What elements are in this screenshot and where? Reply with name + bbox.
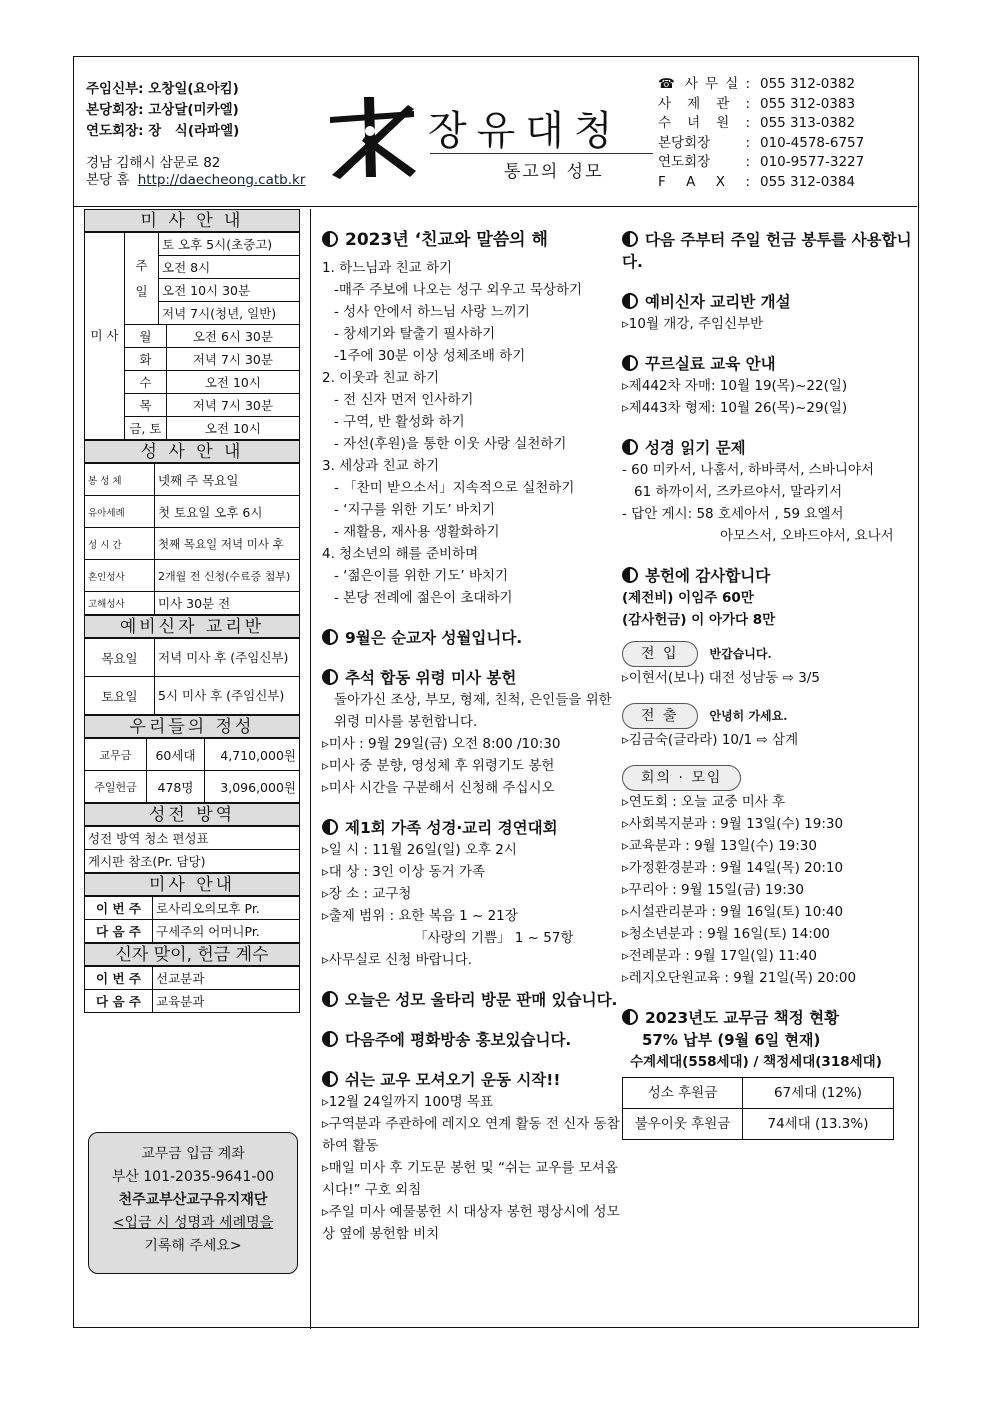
mass-side-label: 미 사 (85, 233, 125, 440)
half-circle-icon (322, 991, 338, 1007)
cross-logo-icon (326, 97, 418, 179)
contact-value: 055 312-0383 (760, 95, 856, 112)
parish-president-line: 본당회장: 고상달(미카엘) (86, 102, 239, 118)
table-cell: 저녁 7시(청년, 일반) (159, 302, 300, 325)
header (74, 57, 917, 207)
list-item: 61 하까이서, 즈카르야서, 말라키서 (634, 484, 843, 500)
list-item: ▹주일 미사 예물봉헌 시 대상자 봉헌 평상시에 성모상 옆에 봉헌함 비치 (322, 1204, 620, 1242)
table-cell: 오전 10시 (166, 417, 299, 440)
left-column (84, 209, 300, 1013)
table-cell: 목 (125, 394, 167, 417)
list-item: -1주에 30분 이상 성체조배 하기 (334, 348, 526, 364)
table-cell: 미사 30분 전 (155, 592, 300, 615)
section-title: 2023년도 교무금 책정 현황 (645, 1009, 840, 1027)
home-label: 본당 홈 (86, 172, 130, 188)
contact-value: 055 312-0382 (760, 76, 856, 92)
sacrament-table (84, 463, 300, 615)
mass-duty-table (84, 896, 300, 943)
account-owner: 천주교부산교구유지재단 (118, 1192, 268, 1208)
table-cell: 넷째 주 목요일 (155, 464, 300, 496)
half-circle-icon (322, 231, 338, 247)
contact-label: 사 제 관 : (658, 95, 750, 112)
section-title: 다음 주부터 주일 헌금 봉투를 사용합니다. (622, 231, 912, 271)
half-circle-icon (322, 1031, 338, 1047)
contact-label: F A X : (658, 173, 750, 190)
account-note: 기록해 주세요> (144, 1238, 242, 1254)
mass-schedule-table (84, 232, 300, 440)
list-item: ▹미사 시간을 구분해서 신청해 주십시오 (322, 780, 555, 796)
table-cell: 혼인성사 (85, 560, 155, 592)
table-cell: 선교분과 (153, 967, 300, 990)
section-title: 다음주에 평화방송 홍보있습니다. (345, 1031, 572, 1049)
table-cell: 불우이웃 후원금 (623, 1109, 743, 1140)
list-item: 4. 청소년의 해를 준비하며 (322, 546, 479, 562)
section-title: 제1회 가족 성경·교리 경연대회 (345, 819, 558, 837)
bulletin-title: 장유대청 (428, 108, 623, 154)
support-table (622, 1077, 894, 1140)
list-item: ▹출제 범위 : 요한 복음 1 ~ 21장 (322, 908, 518, 924)
list-item: - 성사 안에서 하느님 사랑 느끼기 (334, 304, 530, 320)
table-cell: 3,096,000원 (205, 771, 300, 803)
right-column (622, 223, 912, 1140)
list-item: - ‘젊은이를 위한 기도’ 바치기 (334, 568, 509, 584)
contact-value: 010-4578-6757 (760, 134, 865, 151)
list-item: (감사헌금) 이 아가다 8만 (622, 612, 776, 628)
account-box (88, 1132, 298, 1274)
payment-rate: 57% 납부 (9월 6일 현재) (642, 1031, 821, 1049)
table-cell: 교육분과 (153, 990, 300, 1013)
half-circle-icon (622, 567, 638, 583)
half-circle-icon (622, 1009, 638, 1025)
list-item: ▹사회복지분과 : 9월 13일(수) 19:30 (622, 816, 844, 832)
half-circle-icon (322, 669, 338, 685)
table-cell: 4,710,000원 (205, 739, 300, 771)
list-item: ▹일 시 : 11월 26일(일) 오후 2시 (322, 842, 517, 858)
table-cell: 수 (125, 371, 167, 394)
list-item: ▹꾸리아 : 9월 15일(금) 19:30 (622, 882, 804, 898)
section-heading: 성전 방역 (84, 803, 300, 826)
welcome-text: 반갑습니다. (709, 647, 772, 661)
table-cell: 2개월 전 신청(수료증 첨부) (155, 560, 300, 592)
section-heading: 신자 맞이, 헌금 계수 (84, 943, 300, 966)
list-item: (제전비) 이임주 60만 (622, 590, 754, 606)
section-heading: 성 사 안 내 (84, 440, 300, 463)
half-circle-icon (622, 293, 638, 309)
table-cell: 구세주의 어머니Pr. (153, 920, 300, 943)
list-item: 「사랑의 기쁨」 1 ~ 57항 (414, 930, 574, 946)
bulletin-frame (73, 56, 919, 1328)
list-item: - 전 신자 먼저 인사하기 (334, 392, 474, 408)
section-heading: 우리들의 정성 (84, 715, 300, 738)
list-item: ▹12월 24일까지 100명 목표 (322, 1094, 494, 1110)
list-item: ▹교육분과 : 9월 13일(수) 19:30 (622, 838, 817, 854)
contact-list (658, 75, 864, 192)
contact-label: 연도회장 : (658, 154, 750, 170)
list-item: - 60 미카서, 나훔서, 하바쿡서, 스바니야서 (622, 462, 874, 478)
contact-label: 본당회장 : (658, 134, 750, 151)
table-cell: 478명 (147, 771, 205, 803)
list-item: ▹전례분과 : 9월 17일(일) 11:40 (622, 948, 817, 964)
table-cell: 다 음 주 (85, 920, 153, 943)
bulletin-subtitle: 통고의 성모 (504, 162, 604, 182)
table-cell: 토요일 (85, 677, 155, 715)
clean-table (84, 826, 300, 873)
table-cell: 로사리오의모후 Pr. (153, 897, 300, 920)
table-cell: 화 (125, 348, 167, 371)
list-item: ▹이현서(보나) 대전 성남동 ⇨ 3/5 (622, 670, 820, 686)
move-out-label: 전 출 (622, 703, 698, 729)
offering-table (84, 738, 300, 803)
contact-label: 수 녀 원 : (658, 115, 750, 131)
table-cell: 오전 8시 (159, 256, 300, 279)
paragraph: 돌아가신 조상, 부모, 형제, 친척, 은인들을 위한 위령 미사를 봉헌합니다. (334, 692, 612, 730)
list-item: ▹장 소 : 교구청 (322, 886, 412, 902)
household-note: 수계세대(558세대) / 책정세대(318세대) (630, 1054, 882, 1070)
section-title: 봉헌에 감사합니다 (645, 567, 771, 585)
half-circle-icon (322, 819, 338, 835)
contact-value: 055 313-0382 (760, 115, 856, 131)
half-circle-icon (622, 439, 638, 455)
list-item: ▹사무실로 신청 바랍니다. (322, 952, 473, 968)
list-item: ▹미사 중 분향, 영성체 후 위령기도 봉헌 (322, 758, 555, 774)
account-note: <입금 시 성명과 세례명을 (112, 1215, 274, 1231)
half-circle-icon (322, 629, 338, 645)
list-item: - 답안 게시: 58 호세아서 , 59 요엘서 (622, 506, 844, 522)
table-cell: 60세대 (147, 739, 205, 771)
prayer-president-line: 연도회장: 장 식(라파엘) (86, 123, 240, 139)
list-item: -매주 주보에 나오는 성구 외우고 묵상하기 (334, 282, 583, 298)
list-item: - 재활용, 재사용 생활화하기 (334, 524, 500, 540)
list-item: - 본당 전례에 젊은이 초대하기 (334, 590, 513, 606)
section-title: 예비신자 교리반 개설 (645, 293, 791, 311)
section-title: 성경 읽기 문제 (645, 439, 746, 457)
list-item: - 구역, 반 활성화 하기 (334, 414, 465, 430)
table-cell: 저녁 미사 후 (주임신부) (155, 639, 300, 677)
table-cell: 유아세례 (85, 496, 155, 528)
table-cell: 교무금 (85, 739, 147, 771)
table-cell: 첫 토요일 오후 6시 (155, 496, 300, 528)
table-cell: 고해성사 (85, 592, 155, 615)
list-item: ▹김금숙(글라라) 10/1 ⇨ 삼계 (622, 732, 799, 748)
table-cell: 월 (125, 325, 167, 348)
list-item: ▹미사 : 9월 29일(금) 오전 8:00 /10:30 (322, 736, 561, 752)
table-cell: 주일헌금 (85, 771, 147, 803)
table-cell: 오전 6시 30분 (166, 325, 299, 348)
table-cell: 성소 후원금 (623, 1078, 743, 1109)
list-item: ▹10월 개강, 주임신부반 (622, 316, 764, 332)
account-number: 부산 101-2035-9641-00 (111, 1169, 275, 1185)
table-cell: 봉 성 체 (85, 464, 155, 496)
section-heading: 미 사 안 내 (84, 209, 300, 232)
welcome-table (84, 966, 300, 1013)
table-cell: 저녁 7시 30분 (166, 348, 299, 371)
half-circle-icon (322, 1071, 338, 1087)
address: 경남 김해시 삼문로 82 (86, 155, 221, 171)
section-heading: 미사 안내 (84, 873, 300, 896)
farewell-text: 안녕히 가세요. (709, 709, 788, 723)
section-title: 추석 합동 위령 미사 봉헌 (345, 669, 517, 687)
table-cell: 성 시 간 (85, 528, 155, 560)
section-title: 꾸르실료 교육 안내 (645, 355, 776, 373)
table-cell: 다 음 주 (85, 990, 153, 1013)
middle-column (322, 223, 622, 1245)
list-item: ▹제443차 형제: 10월 26(목)~29(일) (622, 400, 848, 416)
contact-value: 055 312-0384 (760, 173, 856, 190)
list-item: ▹제442차 자매: 10월 19(목)~22(일) (622, 378, 848, 394)
table-cell: 오전 10시 30분 (159, 279, 300, 302)
table-cell: 이 번 주 (85, 897, 153, 920)
table-cell: 저녁 7시 30분 (166, 394, 299, 417)
list-item: ▹청소년분과 : 9월 16일(토) 14:00 (622, 926, 831, 942)
section-title: 9월은 순교자 성월입니다. (345, 629, 523, 647)
table-cell: 금, 토 (125, 417, 167, 440)
list-item: ▹연도회 : 오늘 교중 미사 후 (622, 794, 786, 810)
list-item: 3. 세상과 친교 하기 (322, 458, 440, 474)
table-cell: 오전 10시 (166, 371, 299, 394)
list-item: 2. 이웃과 친교 하기 (322, 370, 440, 386)
table-cell: 성전 방역 청소 편성표 (85, 827, 300, 850)
list-item: - 자선(후원)을 통한 이웃 사랑 실천하기 (334, 436, 567, 452)
list-item: - ‘지구를 위한 기도’ 바치기 (334, 502, 496, 518)
meeting-label: 회의 · 모임 (622, 765, 741, 791)
section-heading: 예비신자 교리반 (84, 615, 300, 638)
list-item: ▹시설관리분과 : 9월 16일(토) 10:40 (622, 904, 844, 920)
list-item: 아모스서, 오바드야서, 요나서 (720, 528, 894, 544)
move-in-label: 전 입 (622, 641, 698, 667)
section-title: 오늘은 성모 울타리 방문 판매 있습니다. (345, 991, 618, 1009)
list-item: ▹매일 미사 후 기도문 봉헌 및 “쉬는 교우를 모셔옵시다!” 구호 외침 (322, 1160, 618, 1198)
table-cell: 게시판 참조(Pr. 담당) (85, 850, 300, 873)
contact-label: ☎ 사 무 실 : (658, 76, 750, 92)
table-cell: 5시 미사 후 (주임신부) (155, 677, 300, 715)
list-item: - 창세기와 탈출기 필사하기 (334, 326, 496, 342)
sunday-label: 주 일 (125, 233, 159, 325)
list-item: ▹대 상 : 3인 이상 동거 가족 (322, 864, 486, 880)
section-title: 2023년 ‘친교와 말씀의 해 (345, 230, 548, 250)
pastor-line: 주임신부: 오창일(요아킴) (86, 81, 239, 97)
half-circle-icon (622, 231, 638, 247)
list-item: - 「찬미 받으소서」지속적으로 실천하기 (334, 480, 575, 496)
table-cell: 74세대 (13.3%) (743, 1109, 894, 1140)
half-circle-icon (622, 355, 638, 371)
list-item: 1. 하느님과 친교 하기 (322, 260, 453, 276)
list-item: ▹구역분과 주관하에 레지오 연계 활동 전 신자 동참하여 활동 (322, 1116, 620, 1154)
table-cell: 첫째 목요일 저녁 미사 후 (155, 528, 300, 560)
account-line: 교무금 입금 계좌 (141, 1146, 245, 1162)
s1-list (322, 257, 622, 609)
table-cell: 이 번 주 (85, 967, 153, 990)
contact-value: 010-9577-3227 (760, 154, 865, 170)
table-cell: 목요일 (85, 639, 155, 677)
list-item: ▹가정환경분과 : 9월 14일(목) 20:10 (622, 860, 844, 876)
list-item: ▹레지오단원교육 : 9월 21일(목) 20:00 (622, 970, 857, 986)
catechumen-table (84, 638, 300, 715)
home-link[interactable]: http://daecheong.catb.kr (137, 172, 306, 188)
table-cell: 67세대 (12%) (743, 1078, 894, 1109)
section-title: 쉬는 교우 모셔오기 운동 시작!! (345, 1071, 561, 1089)
table-cell: 토 오후 5시(초중고) (159, 233, 300, 256)
